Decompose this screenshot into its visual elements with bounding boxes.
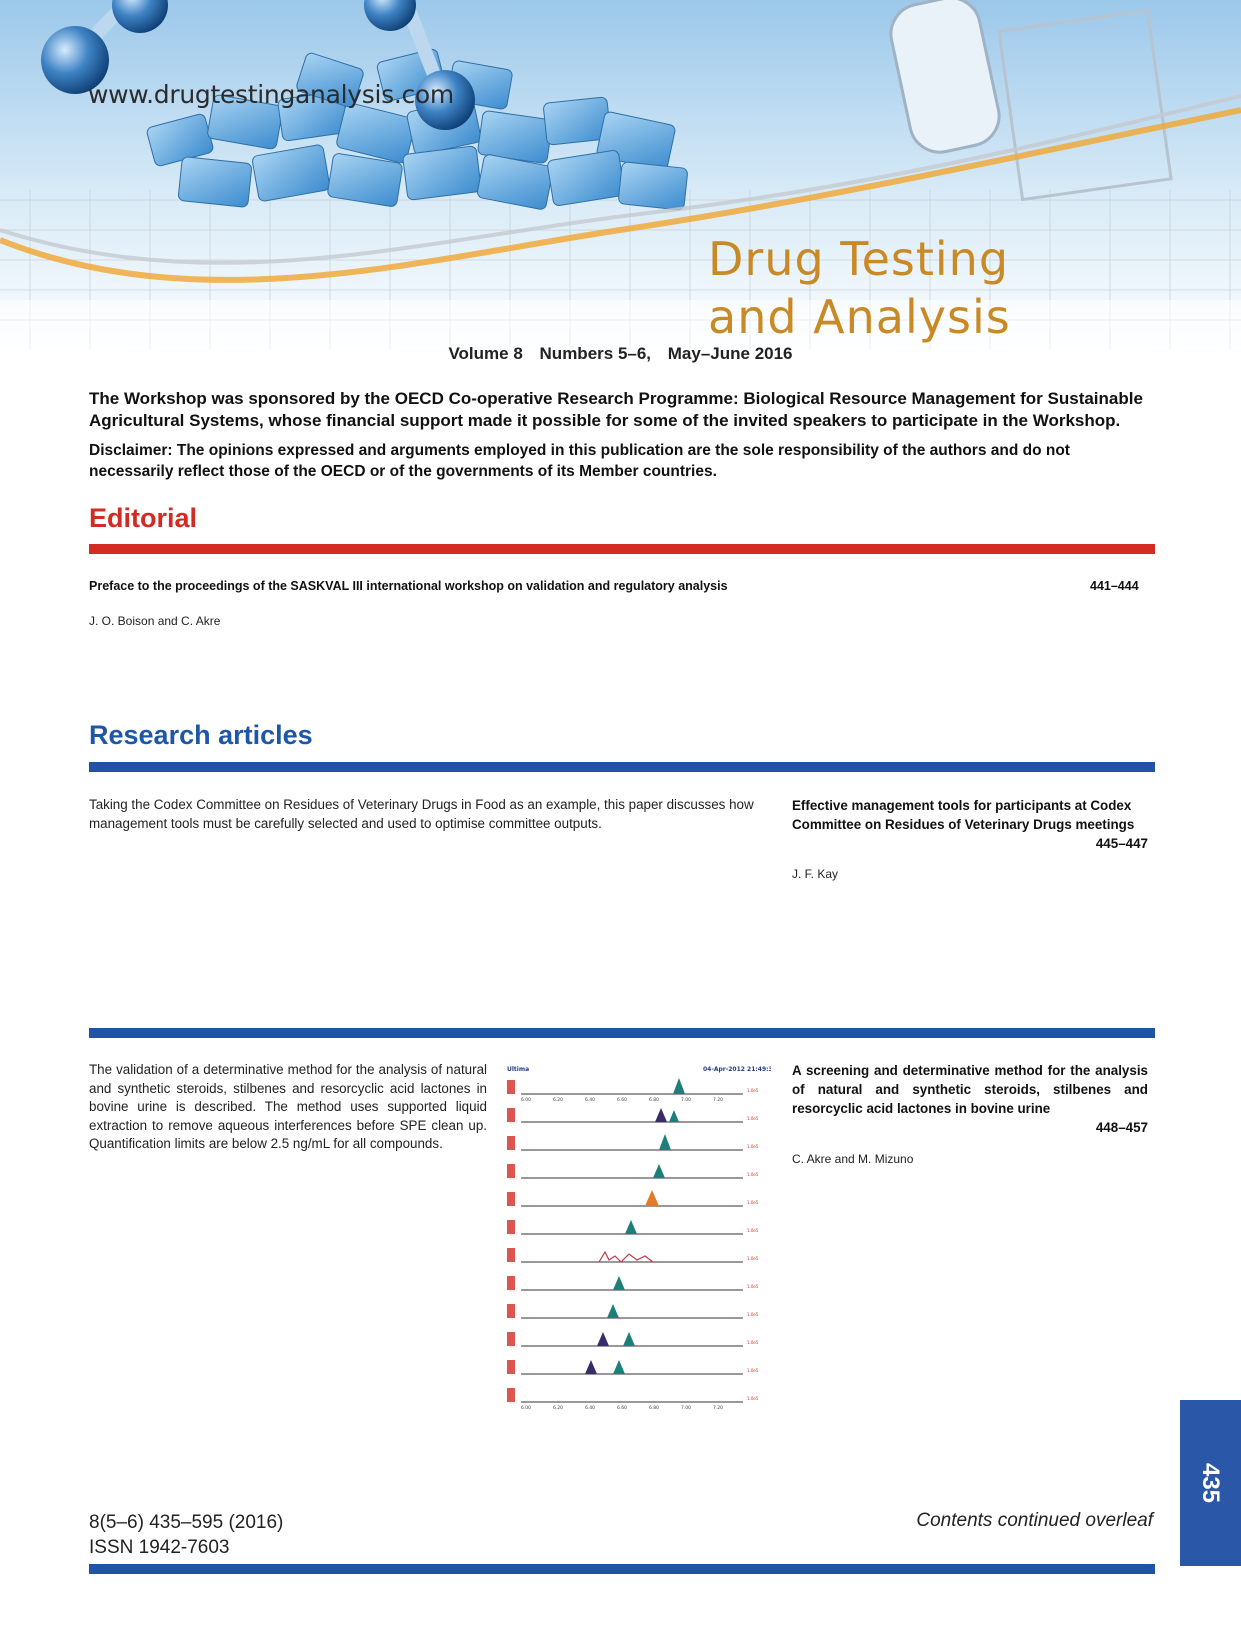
banner-artwork: [0, 0, 1241, 360]
svg-text:04-Apr-2012 21:49:33: 04-Apr-2012 21:49:33: [703, 1066, 771, 1073]
svg-text:1.0e5: 1.0e5: [747, 1088, 759, 1093]
editorial-rule: [89, 544, 1155, 554]
svg-text:6.20: 6.20: [553, 1406, 564, 1411]
cover-banner: [0, 0, 1241, 360]
editorial-article-authors: J. O. Boison and C. Akre: [89, 614, 221, 628]
editorial-article-title[interactable]: Preface to the proceedings of the SASKVAL III international workshop on validation and regulatory analysis: [89, 579, 728, 593]
footer-rule: [89, 1564, 1155, 1574]
svg-text:6.40: 6.40: [585, 1406, 596, 1411]
sponsor-note: The Workshop was sponsored by the OECD Co-operative Research Programme: Biological Resource Management for Sustainable Agricultural Systems, whose financial support made it possible for some of the invited speakers to participate in the Workshop.: [89, 389, 1143, 430]
disclaimer-note: Disclaimer: The opinions expressed and arguments employed in this publication are the sole responsibility of the authors and do not necessarily reflect those of the OECD or of the governments of its Member countries.: [89, 442, 1070, 480]
svg-text:6.00: 6.00: [521, 1406, 532, 1411]
research-heading: Research articles: [89, 720, 313, 750]
article-1-abstract: Taking the Codex Committee on Residues of Veterinary Drugs in Food as an example, this paper discusses how management tools must be carefully selected and used to optimise committee outputs.: [89, 797, 754, 831]
svg-text:6.00: 6.00: [521, 1098, 532, 1103]
article-separator-rule: [89, 1028, 1155, 1038]
footer-citation: [89, 1510, 283, 1560]
article-1-title[interactable]: [792, 796, 1148, 853]
svg-text:1.0e5: 1.0e5: [747, 1256, 759, 1261]
issue-date: May–June 2016: [667, 344, 793, 363]
chromatogram-figure: [503, 1062, 771, 1418]
article-1-title-text[interactable]: Effective management tools for participants at Codex Committee on Residues of Veterinary Drugs meetings: [792, 798, 1135, 832]
svg-text:1.0e5: 1.0e5: [747, 1284, 759, 1289]
article-2-abstract: The validation of a determinative method for the analysis of natural and synthetic steroids, stilbenes and resorcyclic acid lactones in bovine urine is described. The method uses supported liquid extraction to remove aqueous interferences before SPE clean up. Quantification limits are below 2.5 ng/mL for all compounds.: [89, 1062, 487, 1151]
svg-text:6.60: 6.60: [617, 1098, 628, 1103]
article-2-pages: 448–457: [1095, 1120, 1148, 1135]
svg-text:6.80: 6.80: [649, 1098, 660, 1103]
citation: 8(5–6) 435–595 (2016): [89, 1512, 284, 1533]
article-1-authors: J. F. Kay: [792, 867, 839, 881]
svg-text:7.00: 7.00: [681, 1098, 692, 1103]
svg-text:1.0e5: 1.0e5: [747, 1200, 759, 1205]
journal-url[interactable]: www.drugtestinganalysis.com: [88, 80, 454, 109]
svg-text:1.0e5: 1.0e5: [747, 1116, 759, 1121]
svg-text:7.00: 7.00: [681, 1406, 692, 1411]
svg-text:1.0e5: 1.0e5: [747, 1340, 759, 1345]
svg-text:7.20: 7.20: [713, 1406, 724, 1411]
svg-text:1.0e5: 1.0e5: [747, 1144, 759, 1149]
article-2-title[interactable]: [792, 1061, 1148, 1137]
volume: Volume 8: [448, 344, 523, 363]
svg-text:6.40: 6.40: [585, 1098, 596, 1103]
article-2-authors: C. Akre and M. Mizuno: [792, 1152, 914, 1166]
page-number: 435: [1197, 1462, 1225, 1504]
editorial-article-pages: 441–444: [1090, 579, 1139, 593]
chromatogram-graphic: [503, 1062, 771, 1418]
journal-title-line2: and Analysis: [708, 290, 1011, 344]
issn: ISSN 1942-7603: [89, 1537, 230, 1558]
svg-text:1.0e5: 1.0e5: [747, 1172, 759, 1177]
svg-text:1.0e5: 1.0e5: [747, 1368, 759, 1373]
article-2-title-text[interactable]: A screening and determinative method for the analysis of natural and synthetic steroids, stilbenes and resorcyclic acid lactones in bovine urine: [792, 1063, 1148, 1116]
research-rule: [89, 762, 1155, 772]
svg-text:1.0e5: 1.0e5: [747, 1396, 759, 1401]
article-1-pages: 445–447: [1095, 836, 1148, 851]
svg-text:6.60: 6.60: [617, 1406, 628, 1411]
journal-title-line1: Drug Testing: [708, 232, 1010, 286]
issue-numbers: Numbers 5–6,: [539, 344, 652, 363]
issue-info: [0, 344, 1241, 364]
page-number-wrapper: [1180, 1400, 1241, 1566]
svg-text:6.80: 6.80: [649, 1406, 660, 1411]
svg-text:Ultima: Ultima: [507, 1066, 530, 1073]
svg-text:7.20: 7.20: [713, 1098, 724, 1103]
contents-continued: Contents continued overleaf: [916, 1510, 1153, 1531]
svg-text:1.0e5: 1.0e5: [747, 1312, 759, 1317]
svg-text:6.20: 6.20: [553, 1098, 564, 1103]
editorial-heading: Editorial: [89, 503, 198, 533]
journal-title: [708, 230, 1011, 346]
svg-text:1.0e5: 1.0e5: [747, 1228, 759, 1233]
